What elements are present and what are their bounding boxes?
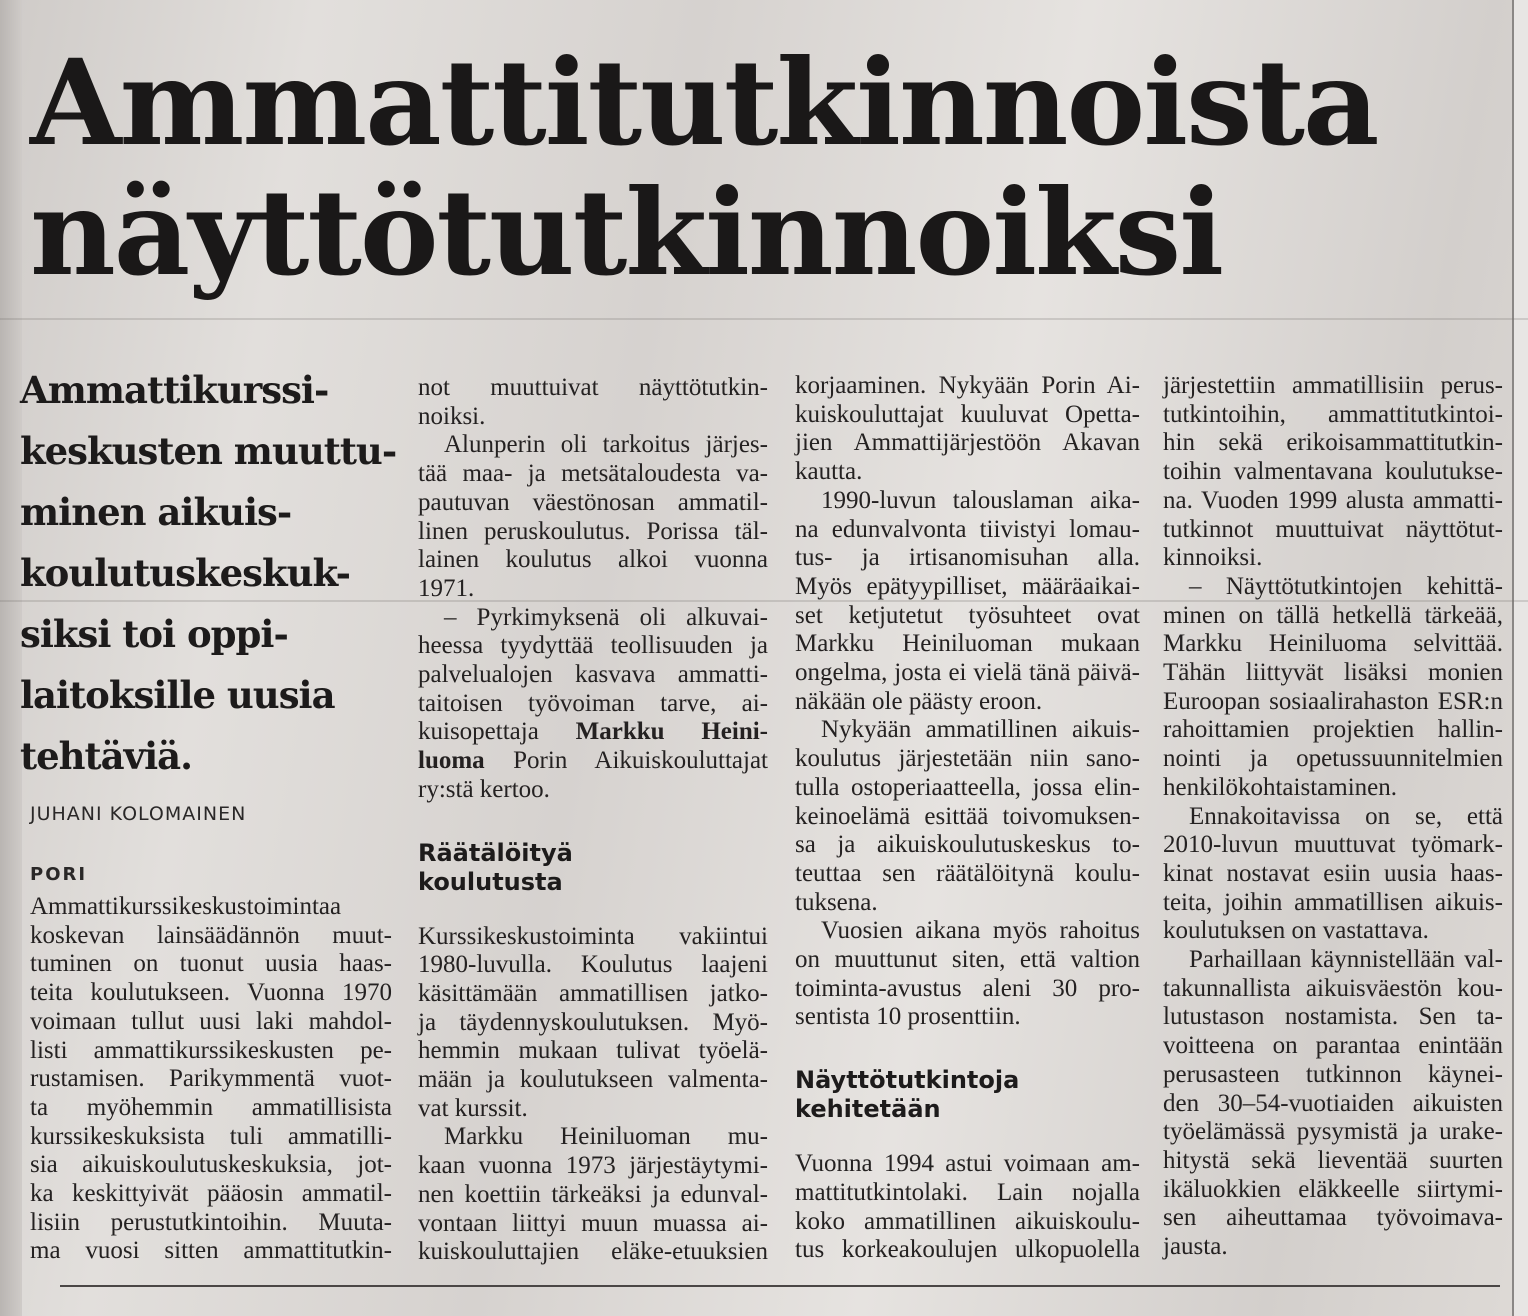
text-run: kuisopettaja xyxy=(418,718,539,746)
lead-line: keskusten muuttu- xyxy=(20,429,397,473)
text-line: voitteena on parantaa enintään xyxy=(1163,1032,1503,1060)
text-line: toiminta-avustus aleni 30 pro- xyxy=(795,974,1140,1002)
text-line: Ennakoitavissa on se, että xyxy=(1189,802,1503,830)
text-line: kinnoiksi. xyxy=(1163,544,1263,572)
lead-line: siksi toi oppi- xyxy=(20,612,288,656)
text-line: toihin valmentavana koulutukse- xyxy=(1163,458,1503,486)
text-line: Vuonna 1994 astui voimaan am- xyxy=(795,1150,1140,1178)
text-line: rustamisen. Parikymmentä vuot- xyxy=(30,1065,392,1093)
headline-line-1: Ammattitutkinnoista xyxy=(30,33,1378,172)
text-line: lisiin perustutkintoihin. Muuta- xyxy=(30,1208,392,1236)
text-line: ongelma, josta ei vielä tänä päivä- xyxy=(795,659,1140,687)
text-line: koulutuksen on vastattava. xyxy=(1163,917,1429,945)
text-line: kuiskouluttajien eläke-etuuksien xyxy=(418,1238,768,1266)
headline xyxy=(30,33,1430,302)
text-line: Markku Heiniluoman mu- xyxy=(444,1123,768,1151)
text-line: hin sekä erikoisammattitutkin- xyxy=(1163,429,1503,457)
page-edge-right xyxy=(1512,0,1528,1316)
text-line: ta myöhemmin ammatillisista xyxy=(30,1093,392,1121)
lead-line: laitoksille uusia xyxy=(20,673,335,717)
text-line: koko ammatillinen aikuiskoulu- xyxy=(795,1207,1140,1235)
text-line: tää maa- ja metsätaloudesta va- xyxy=(418,460,768,488)
text-line: Nykyään ammatillinen aikuis- xyxy=(821,716,1140,744)
text-line: mattitutkintolaki. Lain nojalla xyxy=(795,1178,1140,1206)
text-line: vat kurssit. xyxy=(418,1094,528,1122)
text-line: nen koettiin tärkeäksi ja edunval- xyxy=(418,1180,768,1208)
text-line: 1971. xyxy=(418,574,475,602)
text-line: 1990-luvun talouslaman aika- xyxy=(821,486,1140,514)
lead-line: tehtäviä. xyxy=(20,734,193,778)
text-line: järjestettiin ammatillisiin perus- xyxy=(1163,372,1503,399)
text-line: na. Vuoden 1999 alusta ammatti- xyxy=(1163,486,1503,514)
text-line: tutkinnot muuttuivat näyttötut- xyxy=(1163,515,1503,543)
text-line: kaan vuonna 1973 järjestäytymi- xyxy=(418,1152,768,1180)
headline-line-2: näyttötutkinnoiksi xyxy=(30,163,1223,302)
text-line: listi ammattikurssikeskusten pe- xyxy=(30,1036,392,1064)
text-line: hitystä sekä lieventää suurten xyxy=(1163,1146,1503,1174)
text-line: kautta. xyxy=(795,458,863,486)
text-line: nointi ja opetussuunnitelmien xyxy=(1163,745,1503,773)
text-line: Kurssikeskustoiminta vakiintui xyxy=(418,922,768,950)
lead-line: Ammattikurssi- xyxy=(20,368,329,412)
text-line: Ammattikurssikeskustoimintaa xyxy=(30,893,342,920)
text-line: – Pyrkimyksenä oli alkuvai- xyxy=(444,603,768,631)
text-line: ma vuosi sitten ammattitutkin- xyxy=(30,1237,392,1265)
article-column-2 xyxy=(418,374,768,1267)
text-line: Vuosien aikana myös rahoitus xyxy=(821,917,1140,945)
text-line: perusasteen tutkinnon käynei- xyxy=(1163,1060,1503,1088)
text-line: ka keskittyivät pääosin ammatil- xyxy=(30,1180,392,1208)
text-line xyxy=(418,747,768,776)
text-line: minen on tällä hetkellä tärkeää, xyxy=(1163,601,1503,629)
byline: JUHANI KOLOMAINEN xyxy=(30,803,247,825)
text-line: lutustason nostamista. Sen ta- xyxy=(1163,1003,1503,1031)
text-line: sa ja aikuiskoulutuskeskus to- xyxy=(795,831,1140,859)
article-column-1 xyxy=(30,893,392,1266)
text-line: lainen koulutus alkoi vuonna xyxy=(418,546,768,574)
text-line: vontaan liittyi muun muassa ai- xyxy=(418,1209,768,1237)
text-line: hemmin mukaan tulivat työelä- xyxy=(418,1037,768,1065)
text-line: heessa tyydyttää teollisuuden ja xyxy=(418,632,768,660)
article-column-3 xyxy=(795,372,1140,1265)
text-line: rahoittamien projektien hallin- xyxy=(1163,716,1503,744)
text-line: ikäluokkien eläkkeelle siirtymi- xyxy=(1163,1175,1503,1203)
text-line: sentista 10 prosenttiin. xyxy=(795,1003,1021,1031)
text-line: käsittämään ammatillisen jatko- xyxy=(418,979,768,1007)
lead-line: koulutuskeskuk- xyxy=(20,551,351,595)
column-rule xyxy=(60,1285,1500,1287)
subheading-line: Räätälöityä xyxy=(418,838,573,867)
lead-line: minen aikuis- xyxy=(20,490,292,534)
text-line: taitoisen työvoiman tarve, ai- xyxy=(418,689,768,717)
text-line: kinat nostavat esiin uusia haas- xyxy=(1163,859,1503,887)
subheading xyxy=(795,1066,1140,1124)
text-line: jien Ammattijärjestöön Akavan xyxy=(795,429,1140,457)
text-line: teuttaa sen räätälöitynä koulu- xyxy=(795,859,1140,887)
text-line: tus- ja irtisanomisuhan alla. xyxy=(795,544,1140,572)
text-line: työelämässä pysymistä ja urake- xyxy=(1163,1118,1503,1146)
text-run: Porin Aikuiskouluttajat xyxy=(513,747,768,775)
text-line: takunnallista aikuisväestön kou- xyxy=(1163,974,1503,1002)
text-line: Myös epätyypilliset, määräaikai- xyxy=(795,572,1140,600)
text-line: sen aiheuttamaa työvoimava- xyxy=(1163,1204,1503,1232)
text-line: Markku Heiniluoma selvittää. xyxy=(1163,630,1503,658)
text-line: korjaaminen. Nykyään Porin Ai- xyxy=(795,372,1140,399)
text-line: on muuttunut siten, että valtion xyxy=(795,946,1140,974)
text-line: Euroopan sosiaalirahaston ESR:n xyxy=(1163,687,1503,715)
text-line: Parhaillaan käynnistellään val- xyxy=(1189,946,1503,974)
text-line: tuminen on tuonut uusia haas- xyxy=(30,950,392,978)
text-line: linen peruskoulutus. Porissa täl- xyxy=(418,517,768,545)
text-line: 1980-luvulla. Koulutus laajeni xyxy=(418,951,768,979)
text-line: ry:stä kertoo. xyxy=(418,775,550,803)
text-line: not muuttuivat näyttötutkin- xyxy=(418,374,768,401)
text-line: koulutus järjestetään niin sano- xyxy=(795,745,1140,773)
subheading-line: koulutusta xyxy=(418,867,563,896)
person-name: luoma xyxy=(418,747,485,775)
text-line: voimaan tullut uusi laki mahdol- xyxy=(30,1007,392,1035)
text-line: jausta. xyxy=(1163,1233,1228,1261)
article-column-4 xyxy=(1163,372,1503,1262)
subheading-line: Näyttötutkintoja xyxy=(795,1066,1020,1095)
text-line: noiksi. xyxy=(418,402,486,430)
dateline: PORI xyxy=(30,864,88,885)
text-line: tulla ostoperiaatteella, jossa elin- xyxy=(795,773,1140,801)
text-line xyxy=(418,718,768,747)
text-line: den 30–54-vuotiaiden aikuisten xyxy=(1163,1089,1503,1117)
text-line: pautuvan väestönosan ammatil- xyxy=(418,488,768,516)
text-line: na edunvalvonta tiivistyi lomau- xyxy=(795,515,1140,543)
text-line: sia aikuiskoulutuskeskuksia, jot- xyxy=(30,1151,392,1179)
page-edge-left xyxy=(0,0,22,1316)
text-line: tuksena. xyxy=(795,888,878,916)
text-line: palvelualojen kasvava ammatti- xyxy=(418,661,768,689)
text-line: mään ja koulutukseen valmenta- xyxy=(418,1066,768,1094)
subheading-line: kehitetään xyxy=(795,1095,941,1124)
text-line: näkään ole päästy eroon. xyxy=(795,687,1043,715)
person-name: Markku Heini- xyxy=(575,718,768,746)
text-line: koskevan lainsäädännön muut- xyxy=(30,921,392,949)
subheading xyxy=(418,839,768,897)
text-line: Alunperin oli tarkoitus järjes- xyxy=(444,431,768,459)
text-line: teita koulutukseen. Vuonna 1970 xyxy=(30,979,392,1007)
text-line: keinoelämä esittää toivomuksen- xyxy=(795,802,1140,830)
text-line: tus korkeakoulujen ulkopuolella xyxy=(795,1236,1140,1264)
text-line: Tähän liittyvät lisäksi monien xyxy=(1163,659,1503,687)
text-line: ja täydennyskoulutuksen. Myö- xyxy=(418,1008,768,1036)
lead-paragraph xyxy=(20,360,397,787)
text-line: henkilökohtaistaminen. xyxy=(1163,773,1397,801)
text-line: – Näyttötutkintojen kehittä- xyxy=(1189,572,1503,600)
paper-fold xyxy=(0,318,1528,320)
text-line: Markku Heiniluoman mukaan xyxy=(795,630,1140,658)
text-line: tutkintoihin, ammattitutkintoi- xyxy=(1163,400,1503,428)
text-line: set ketjutetut työsuhteet ovat xyxy=(795,601,1140,629)
text-line: teita, joihin ammatillisen aikuis- xyxy=(1163,888,1503,916)
text-line: kurssikeskuksista tuli ammatilli- xyxy=(30,1122,392,1150)
text-line: kuiskouluttajat kuuluvat Opetta- xyxy=(795,400,1140,428)
text-line: 2010-luvun muuttuvat työmark- xyxy=(1163,831,1503,859)
